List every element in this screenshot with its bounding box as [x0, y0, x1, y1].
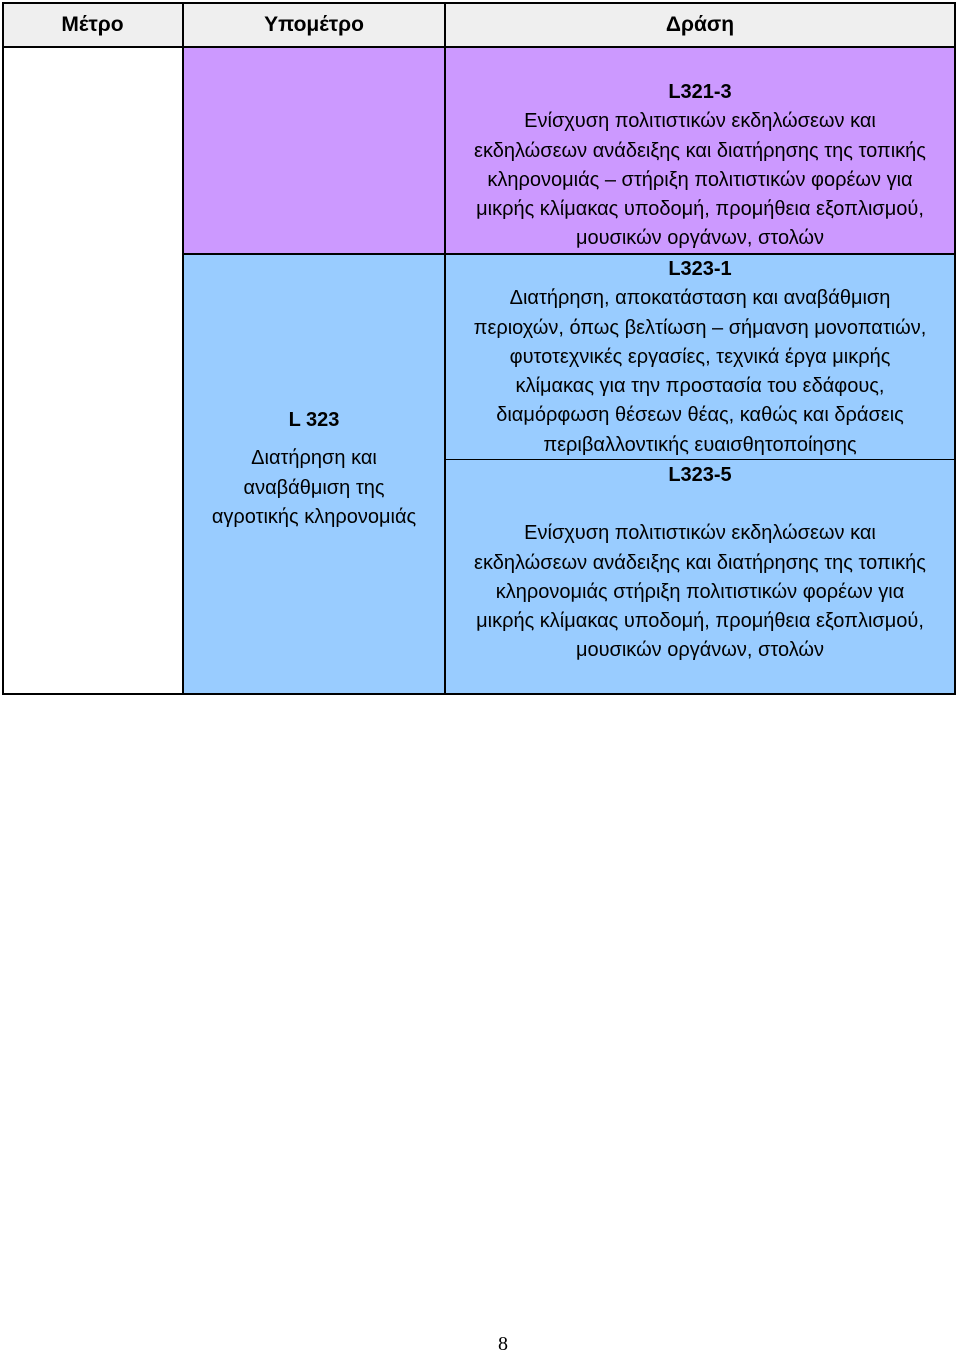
submeasure-title-line: Διατήρηση και — [251, 447, 377, 470]
submeasure-code: L 323 — [288, 409, 340, 431]
action-text-line: κλίμακας για την προστασία του εδάφους, — [515, 375, 885, 398]
table-border-header — [2, 46, 956, 48]
action-text-line: περιοχών, όπως βελτίωση – σήμανση μονοπατιών, — [473, 316, 927, 339]
action-text-line: εκδηλώσεων ανάδειξης και διατήρησης της τοπικής — [474, 139, 926, 162]
table-border-top — [2, 2, 956, 4]
column-divider — [182, 2, 184, 695]
row-divider — [445, 459, 956, 460]
header-measure: Μέτρο — [2, 2, 183, 47]
measure-cell — [2, 47, 183, 694]
submeasure-title-line: αγροτικής κληρονομιάς — [211, 505, 417, 528]
action-text-line: μουσικών οργάνων, στολών — [575, 639, 825, 662]
submeasure-cell — [183, 254, 445, 694]
table-border-bottom — [2, 693, 956, 695]
header-action: Δράση — [445, 2, 955, 47]
action-code: L323-5 — [668, 464, 732, 486]
action-text-line: κληρονομιάς στήριξη πολιτιστικών φορέων για — [495, 580, 905, 603]
action-text-line: διαμόρφωση θέσεων θέας, καθώς και δράσεις — [496, 404, 904, 427]
action-cell-l323-1 — [445, 254, 955, 460]
action-text-line: μουσικών οργάνων, στολών — [575, 227, 825, 250]
submeasure-title-line: αναβάθμιση της — [243, 476, 385, 499]
action-cell-l321-3 — [445, 47, 955, 254]
action-text-line: μικρής κλίμακας υποδομή, προμήθεια εξοπλισμού, — [476, 610, 924, 633]
action-text-line: Ενίσχυση πολιτιστικών εκδηλώσεων και — [524, 110, 876, 133]
action-text-line: Διατήρηση, αποκατάσταση και αναβάθμιση — [509, 287, 891, 310]
table-border-left — [2, 2, 4, 695]
column-divider — [444, 2, 446, 695]
action-text-line: εκδηλώσεων ανάδειξης και διατήρησης της τοπικής — [474, 551, 926, 574]
table-border-right — [954, 2, 956, 695]
header-submeasure: Υπομέτρο — [183, 2, 445, 47]
action-text-line: μικρής κλίμακας υποδομή, προμήθεια εξοπλισμού, — [476, 198, 924, 221]
row-divider — [183, 253, 956, 255]
action-text-line: Ενίσχυση πολιτιστικών εκδηλώσεων και — [524, 522, 876, 545]
action-code: L321-3 — [668, 81, 732, 103]
page-number: 8 — [498, 1333, 508, 1355]
action-cell-l323-5 — [445, 460, 955, 694]
submeasure-cell-top — [183, 47, 445, 254]
action-text-line: φυτοτεχνικές εργασίες, τεχνικά έργα μικρής — [509, 345, 891, 368]
action-text-line: περιβαλλοντικής ευαισθητοποίησης — [543, 433, 857, 456]
action-code: L323-1 — [668, 258, 732, 280]
action-text-line: κληρονομιάς – στήριξη πολιτιστικών φορέων για — [487, 168, 913, 191]
